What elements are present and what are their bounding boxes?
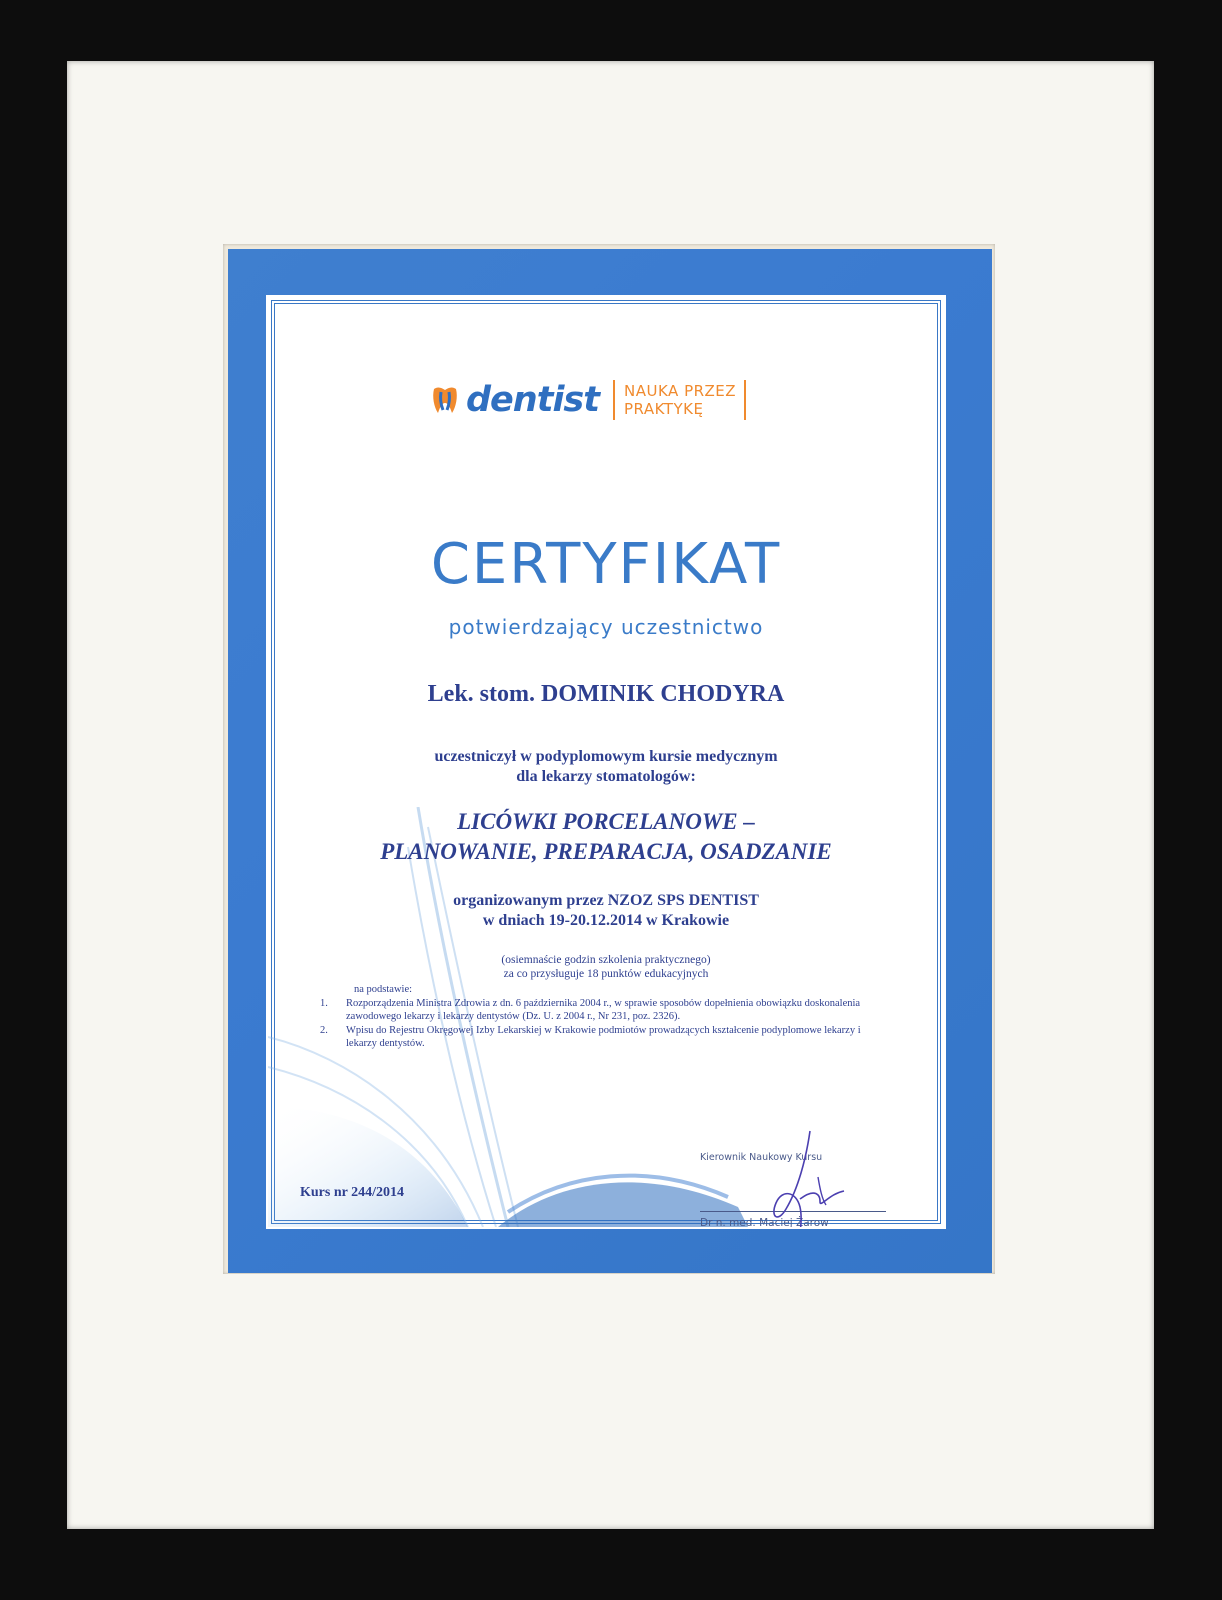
organizer-line: organizowanym przez NZOZ SPS DENTIST bbox=[453, 892, 759, 909]
signatory-name: Dr n. med. Maciej Żarow bbox=[700, 1217, 829, 1229]
legal-item-number: 2. bbox=[320, 1024, 328, 1036]
logo-tagline bbox=[624, 382, 736, 418]
dates-line: w dniach 19-20.12.2014 w Krakowie bbox=[482, 912, 730, 929]
logo-tagline-line2: PRAKTYKĘ bbox=[624, 400, 704, 418]
legal-item bbox=[314, 1024, 874, 1051]
legal-basis-block bbox=[314, 983, 874, 1051]
dentist-logo bbox=[428, 375, 746, 425]
points-line: za co przysługuje 18 punktów edukacyjnych bbox=[503, 968, 709, 980]
legal-item-number: 1. bbox=[320, 997, 328, 1009]
logo-wordmark: dentist bbox=[466, 380, 599, 420]
legal-basis-label: na podstawie: bbox=[354, 984, 413, 995]
recipient-name: Lek. stom. DOMINIK CHODYRA bbox=[427, 681, 785, 707]
signatory-role: Kierownik Naukowy Kursu bbox=[700, 1152, 823, 1163]
course-title-line-1: LICÓWKI PORCELANOWE – bbox=[457, 809, 755, 834]
logo-divider bbox=[613, 380, 615, 420]
certificate-subtitle: potwierdzający uczestnictwo bbox=[448, 615, 764, 639]
handwritten-signature bbox=[748, 1129, 868, 1229]
participation-line-1: uczestniczył w podyplomowym kursie medycznym bbox=[434, 748, 778, 765]
legal-item-text: Rozporządzenia Ministra Zdrowia z dn. 6 października 2004 r., w sprawie sposobów dopełnienia obowiązku doskonalenia zawodowego lekarzy i lekarzy dentystów (Dz. U. z 2004 r., Nr 231, poz. 2326). bbox=[346, 997, 861, 1022]
course-title-line-2: PLANOWANIE, PREPARACJA, OSADZANIE bbox=[380, 839, 832, 864]
course-title bbox=[268, 807, 944, 867]
legal-item-text: Wpisu do Rejestru Okręgowej Izby Lekarskiej w Krakowie podmiotów prowadzących kształcenie podyplomowe lekarzy i lekarzy dentystów. bbox=[346, 1024, 861, 1049]
certificate-border bbox=[228, 249, 992, 1273]
legal-item bbox=[314, 997, 874, 1024]
certificate-page bbox=[266, 295, 946, 1229]
tooth-logo-icon bbox=[428, 383, 462, 417]
logo-divider-right bbox=[744, 380, 746, 420]
course-number: Kurs nr 244/2014 bbox=[300, 1185, 404, 1200]
logo-tagline-line1: NAUKA PRZEZ bbox=[624, 382, 737, 400]
participation-line-2: dla lekarzy stomatologów: bbox=[516, 768, 696, 785]
hours-line: (osiemnaście godzin szkolenia praktycznego) bbox=[501, 954, 711, 966]
certificate-title: CERTYFIKAT bbox=[430, 532, 782, 597]
